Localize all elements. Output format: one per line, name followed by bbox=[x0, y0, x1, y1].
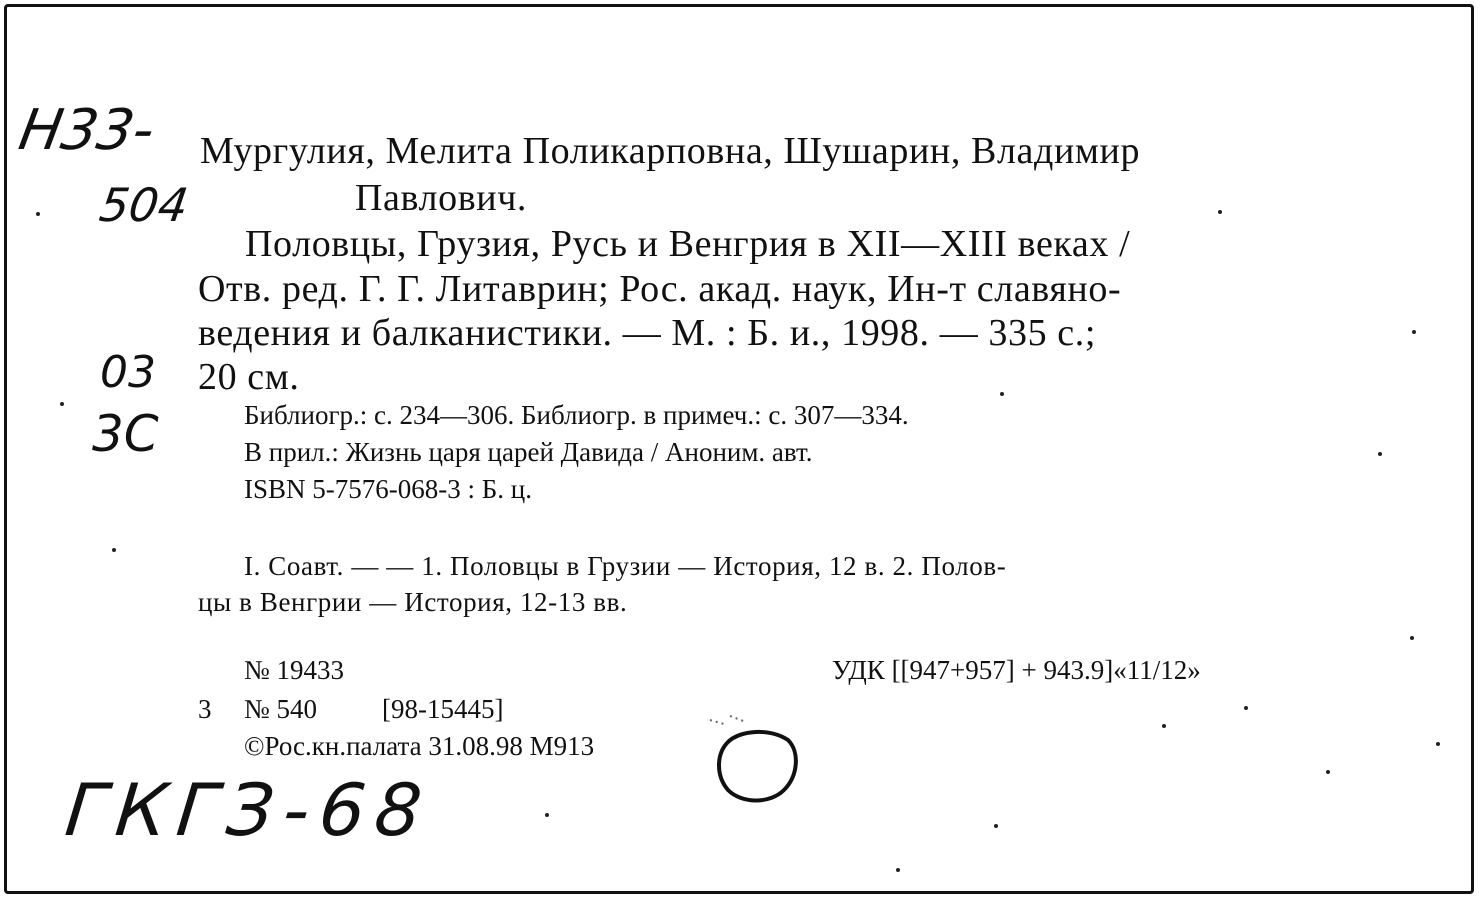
record-number-2: № 540 bbox=[244, 694, 318, 724]
speck bbox=[1412, 330, 1416, 334]
handwritten-code-3c: 3С bbox=[92, 405, 159, 463]
speck bbox=[1410, 636, 1414, 640]
handwritten-code-03: 03 bbox=[100, 347, 156, 398]
handwritten-bottom-mark: ГКГЗ-68 bbox=[61, 768, 436, 852]
speck bbox=[1326, 770, 1330, 774]
handwritten-shelf-number: 504 bbox=[96, 178, 192, 232]
record-number: № 19433 bbox=[244, 655, 345, 685]
speck bbox=[1378, 452, 1382, 456]
speck bbox=[1218, 210, 1222, 214]
punch-hole-mark bbox=[700, 712, 810, 812]
title-line-1: Половцы, Грузия, Русь и Венгрия в XII—XIII веках / bbox=[245, 223, 1131, 265]
speck bbox=[112, 548, 116, 552]
speck bbox=[545, 813, 549, 817]
authors-line-1: Мургулия, Мелита Поликарповна, Шушарин, Владимир bbox=[200, 130, 1141, 172]
speck bbox=[1000, 392, 1004, 396]
speck bbox=[1162, 724, 1166, 728]
speck bbox=[60, 402, 64, 406]
title-line-2: Отв. ред. Г. Г. Литаврин; Рос. акад. наук, Ин-т славяно- bbox=[198, 268, 1122, 310]
title-line-3: ведения и балканистики. — М. : Б. и., 1998. — 335 с.; bbox=[198, 312, 1097, 354]
tracings-line-1: I. Соавт. — — 1. Половцы в Грузии — История, 12 в. 2. Полов- bbox=[244, 551, 1007, 581]
speck bbox=[1244, 706, 1248, 710]
title-line-4: 20 см. bbox=[198, 356, 300, 398]
speck bbox=[994, 824, 998, 828]
copies-count: 3 bbox=[198, 694, 212, 724]
note-isbn: ISBN 5-7576-068-3 : Б. ц. bbox=[244, 474, 532, 504]
order-number: [98-15445] bbox=[382, 694, 504, 724]
speck bbox=[36, 212, 40, 216]
authors-line-2: Павлович. bbox=[355, 177, 528, 219]
book-chamber-stamp: ©Рос.кн.палата 31.08.98 М913 bbox=[244, 731, 595, 761]
note-appendix: В прил.: Жизнь царя царей Давида / Аноним. авт. bbox=[244, 437, 813, 467]
note-bibliography: Библиогр.: с. 234—306. Библиогр. в примеч.: с. 307—334. bbox=[244, 400, 909, 430]
tracings-line-2: цы в Венгрии — История, 12-13 вв. bbox=[198, 587, 628, 617]
speck bbox=[1436, 742, 1440, 746]
speck bbox=[896, 868, 900, 872]
handwritten-shelf-mark: Н33- bbox=[14, 98, 160, 163]
udk-code: УДК [[947+957] + 943.9]«11/12» bbox=[832, 655, 1201, 685]
